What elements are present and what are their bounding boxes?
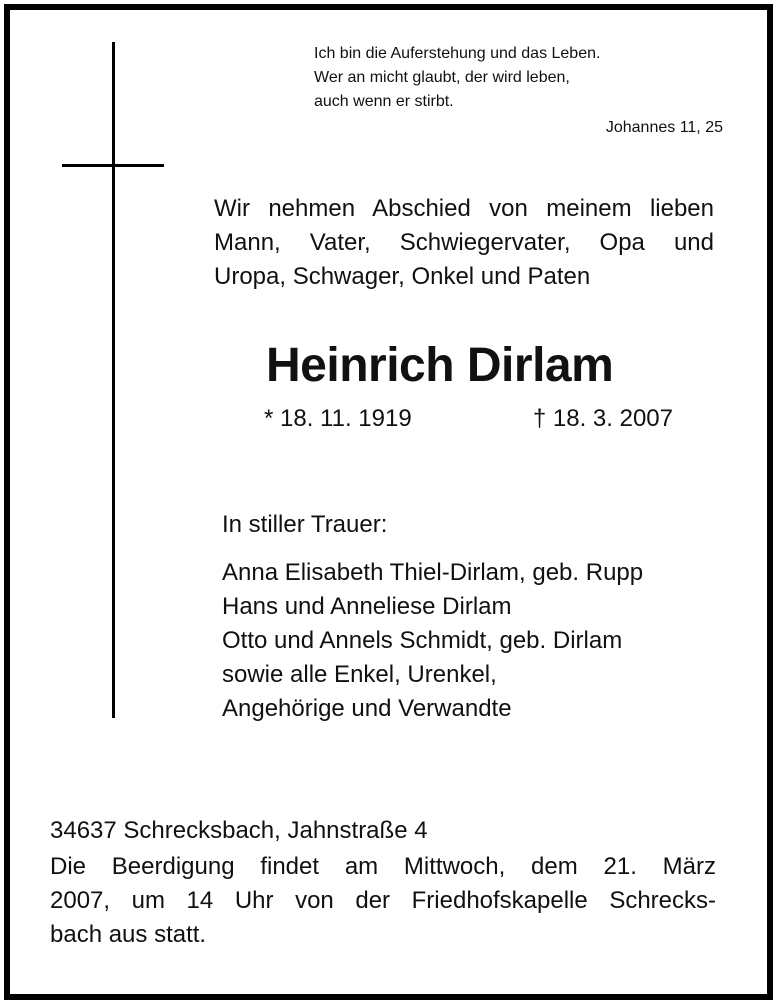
bible-verse — [314, 42, 714, 114]
verse-line: Ich bin die Auferstehung und das Leben. — [314, 45, 601, 62]
mourning-heading: In stiller Trauer: — [222, 511, 388, 538]
funeral-notice — [50, 850, 716, 952]
mourner-entry: Anna Elisabeth Thiel-Dirlam, geb. Rupp — [222, 559, 644, 586]
death-date: † 18. 3. 2007 — [532, 405, 673, 432]
verse-line: auch wenn er stirbt. — [314, 93, 454, 110]
funeral-line: 2007, um 14 Uhr von der Friedhofskapelle Schrecks- — [50, 887, 716, 914]
cross-horizontal-bar — [62, 164, 164, 167]
cross-vertical-bar — [112, 42, 115, 718]
family-address: 34637 Schrecksbach, Jahnstraße 4 — [50, 817, 428, 844]
farewell-intro — [214, 192, 714, 294]
intro-line: Uropa, Schwager, Onkel und Paten — [214, 263, 591, 290]
birth-date: * 18. 11. 1919 — [264, 405, 412, 432]
funeral-line: Die Beerdigung findet am Mittwoch, dem 21. März — [50, 853, 716, 880]
mourner-entry: sowie alle Enkel, Urenkel, — [222, 661, 497, 688]
mourner-entry: Otto und Annels Schmidt, geb. Dirlam — [222, 627, 623, 654]
mourner-entry: Angehörige und Verwandte — [222, 695, 512, 722]
verse-line: Wer an micht glaubt, der wird leben, — [314, 69, 570, 86]
intro-line: Mann, Vater, Schwiegervater, Opa und — [214, 229, 714, 256]
funeral-line: bach aus statt. — [50, 921, 207, 948]
mourners-list — [222, 556, 722, 726]
deceased-name: Heinrich Dirlam — [266, 339, 614, 392]
intro-line: Wir nehmen Abschied von meinem lieben — [214, 195, 714, 222]
verse-reference: Johannes 11, 25 — [605, 119, 723, 136]
mourner-entry: Hans und Anneliese Dirlam — [222, 593, 512, 620]
